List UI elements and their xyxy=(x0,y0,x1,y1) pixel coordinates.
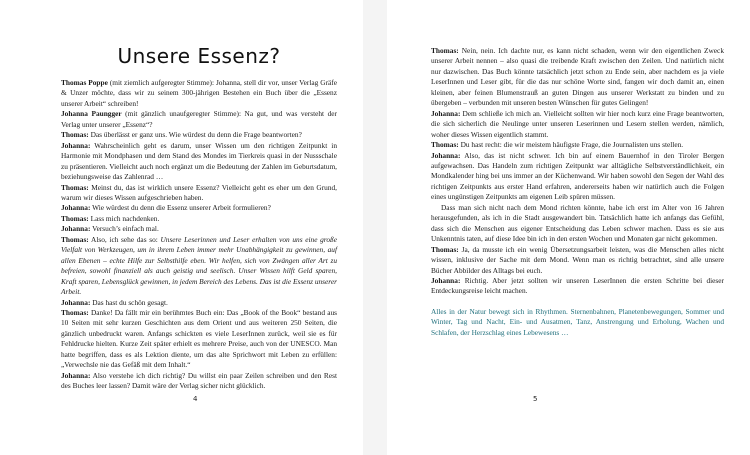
speaker-name: Johanna Paungger xyxy=(61,109,122,119)
dialogue-line xyxy=(431,109,724,140)
dialogue-line xyxy=(431,46,724,109)
dialogue-text: Richtig. Aber jetzt sollten wir unseren LeserInnen die ersten Schritte bei dieser Entdeckungsreise leicht machen. xyxy=(431,275,724,296)
dialogue-line xyxy=(61,109,337,130)
speaker-name: Thomas: xyxy=(61,234,89,244)
italic-quote: Unsere Leserinnen und Leser erhalten von uns eine große Vielfalt von Werkzeugen, um in ihrem Leben immer mehr Unabhängigkeit zu gewinnen, auf allen Ebenen – echte Hilfe zur Selbsthilfe eben. Wir helfen, sich von Zwängen aller Art zu befreien, sowohl finanziell als auch geistig und seelisch. Unser Wissen hilft Geld sparen, Kraft sparen, Lebensglück gewinnen, in jedem Bereich des Lebens. Das ist die Essenz unserer Arbeit. xyxy=(61,234,337,297)
dialogue-text: (mit ziemlich aufgeregter Stimme): Johanna, stell dir vor, unser Verlag Gräfe & Unzer möchte, dass wir zu seinem 300-jährigen Bestehen ein Buch über die „Essenz unserer Arbeit“ schreiben! xyxy=(61,78,337,108)
gutter xyxy=(363,0,387,455)
speaker-name: Thomas: xyxy=(431,140,459,150)
dialogue-line xyxy=(61,78,337,109)
dialogue-line xyxy=(61,141,337,183)
speaker-name: Thomas: xyxy=(431,46,459,55)
dialogue-line xyxy=(61,130,337,140)
dialogue-text: Lass mich nachdenken. xyxy=(88,213,160,223)
page-number-left: 4 xyxy=(193,395,198,403)
dialogue-line xyxy=(431,276,724,297)
dialogue-line xyxy=(61,308,337,371)
dialogue-text: Du hast recht: die wir meistem häufigste Frage, die Journalisten uns stellen. xyxy=(458,140,684,150)
dialogue-line xyxy=(431,151,724,203)
dialogue-text: Das hast du schön gesagt. xyxy=(90,297,168,307)
dialogue-text: Danke! Da fällt mir ein berühmtes Buch ein: Das „Book of the Book“ bestand aus 10 Seiten mit sehr kurzen Geschichten aus dem Orient und aus weiteren 250 Seiten, die gänzlich unbedruckt waren. Anfangs schickten es viele LeserInnen zurück, weil sie es für Fehldrucke hielten. Kurze Zeit später erhielt es mehrere Preise, auch von der UNESCO. Man hatte begriffen, dass es als Lektion diente, um das alte Sprichwort mit Leben zu erfüllen: „Verwechsle nie das Gefäß mit dem Inhalt.“ xyxy=(61,307,337,370)
speaker-name: Thomas: xyxy=(61,307,89,317)
speaker-name: Thomas: xyxy=(61,213,89,223)
page-title: Unsere Essenz? xyxy=(117,44,281,68)
dialogue-line xyxy=(61,235,337,298)
speaker-name: Johanna: xyxy=(431,275,461,285)
dialogue-text: Versuch’s einfach mal. xyxy=(90,224,159,234)
dialogue-text: Also verstehe ich dich richtig? Du willst ein paar Zeilen schreiben und den Rest des Buches leer lassen? Damit wäre der Verlag sicher nicht glücklich. xyxy=(61,370,337,391)
speaker-name: Johanna: xyxy=(431,108,461,118)
dialogue-line xyxy=(61,183,337,204)
speaker-name: Johanna: xyxy=(61,370,91,380)
dialogue-text: Meinst du, das ist wirklich unsere Essenz? Vielleicht geht es eher um den Grund, warum wir dieses Wissen aufgeschrieben haben. xyxy=(61,182,337,202)
body-paragraph: Dass man sich nicht nach dem Mond richten könnte, habe ich erst im Alter von 16 Jahren herausgefunden, als ich in die Stadt ausgewandert bin. Tatsächlich hatte ich anfangs das Gefühl, dass sich die Menschen aus eigener Entscheidung das Leben schwer machen. Dass es sie aus Unkenntnis taten, auf diese Idee bin ich in den ersten Wochen und Monaten gar nicht gekommen. xyxy=(431,202,724,244)
speaker-name: Thomas Poppe xyxy=(61,78,108,87)
speaker-name: Thomas: xyxy=(61,182,89,192)
speaker-name: Thomas: xyxy=(61,130,89,140)
dialogue-line xyxy=(61,214,337,224)
speaker-name: Johanna: xyxy=(61,297,91,307)
dialogue-text: Wahrscheinlich geht es darum, unser Wissen um den richtigen Zeitpunkt in Harmonie mit Mondphasen und dem Stand des Mondes im Tierkreis quasi in der Nussschale zu präsentieren. Vielleicht auch noch ergänzt um die Bedeutung der Zahlen im Geburtsdatum, beziehungsweise das Zahlenrad … xyxy=(61,140,337,182)
dialogue-line xyxy=(61,371,337,392)
dialogue-text: Nein, nein. Ich dachte nur, es kann nicht schaden, wenn wir den eigentlichen Zweck unserer Arbeit nennen – also quasi die treibende Kraft zwischen den Zeilen. Und natürlich nicht nur dazwischen. Das Buch könnte tatsächlich jetzt schon zu Ende sein, aber nachdem es ja viele LeserInnen und Leser gibt, für die das nur schöne Worte sind, fangen wir doch damit an, einen kleinen, aber feinen Blumenstrauß an guten Dingen aus unserer Werkstatt zu binden und zu übergeben – verbunden mit unseren besten Wünschen für gutes Gelingen! xyxy=(431,46,724,108)
closing-paragraph: Alles in der Natur bewegt sich in Rhythmen. Sternenbahnen, Planetenbewegungen, Sommer und Winter, Tag und Nacht, Ein- und Ausatmen, Tanz, Anstrengung und Erholung, Wachen und Schlafen, der Herzschlag eines Lebewesens … xyxy=(431,306,724,337)
dialogue-text: Ja, da musste ich ein wenig Übersetzungsarbeit leisten, was die Menschen alles nicht wissen, inklusive der Sache mit dem Mond. Wenn man es richtig betrachtet, sind alle unsere Bücher Abbilder des Alltags bei euch. xyxy=(431,244,724,275)
speaker-name: Thomas: xyxy=(431,244,459,254)
dialogue-line xyxy=(61,203,337,213)
dialogue-line xyxy=(61,298,337,308)
dialogue-line xyxy=(61,224,337,234)
speaker-name: Johanna: xyxy=(61,203,91,213)
right-page xyxy=(387,0,750,455)
left-page xyxy=(0,0,363,455)
speaker-name: Johanna: xyxy=(61,224,91,234)
speaker-name: Johanna: xyxy=(431,150,461,160)
dialogue-text: Wie würdest du denn die Essenz unserer Arbeit formulieren? xyxy=(90,203,271,213)
speaker-name: Johanna: xyxy=(61,140,91,150)
right-body-text xyxy=(431,46,724,297)
dialogue-text: Also, das ist nicht schwer. Ich bin auf einem Bauernhof in den Tiroler Bergen aufgewachsen. Das Handeln zum richtigen Zeitpunkt war alltägliche Selbstverständlichkeit, ein Mondkalender hing bei uns immer an der Küchenwand. Wir haben sowohl den Segen der Wahl des richtigen Zeitpunkts aus erster Hand erfahren, andererseits haben wir natürlich auch die Folgen eines ungünstigen Zeitpunkts am eigenen Leib spüren müssen. xyxy=(431,150,724,202)
dialogue-line xyxy=(431,140,724,150)
section-gap xyxy=(431,297,724,307)
left-body-text xyxy=(61,78,337,392)
dialogue-text: (mit gänzlich unaufgeregter Stimme): Na gut, und was versteht der Verlag unter unserer „Essenz“? xyxy=(61,109,337,129)
page-number-right: 5 xyxy=(533,395,538,403)
dialogue-line xyxy=(431,245,724,276)
dialogue-text: Dem schließe ich mich an. Vielleicht sollten wir hier noch kurz eine Frage beantworten, die sich sicherlich die Neulinge unter unseren Leserinnen und Lesern stellen werden, nämlich, woher dieses Wissen eigentlich stammt. xyxy=(431,108,724,139)
dialogue-text: Das überlässt er ganz uns. Wie würdest du denn die Frage beantworten? xyxy=(88,130,302,140)
dialogue-text: Also, ich sehe das so: xyxy=(88,234,161,244)
